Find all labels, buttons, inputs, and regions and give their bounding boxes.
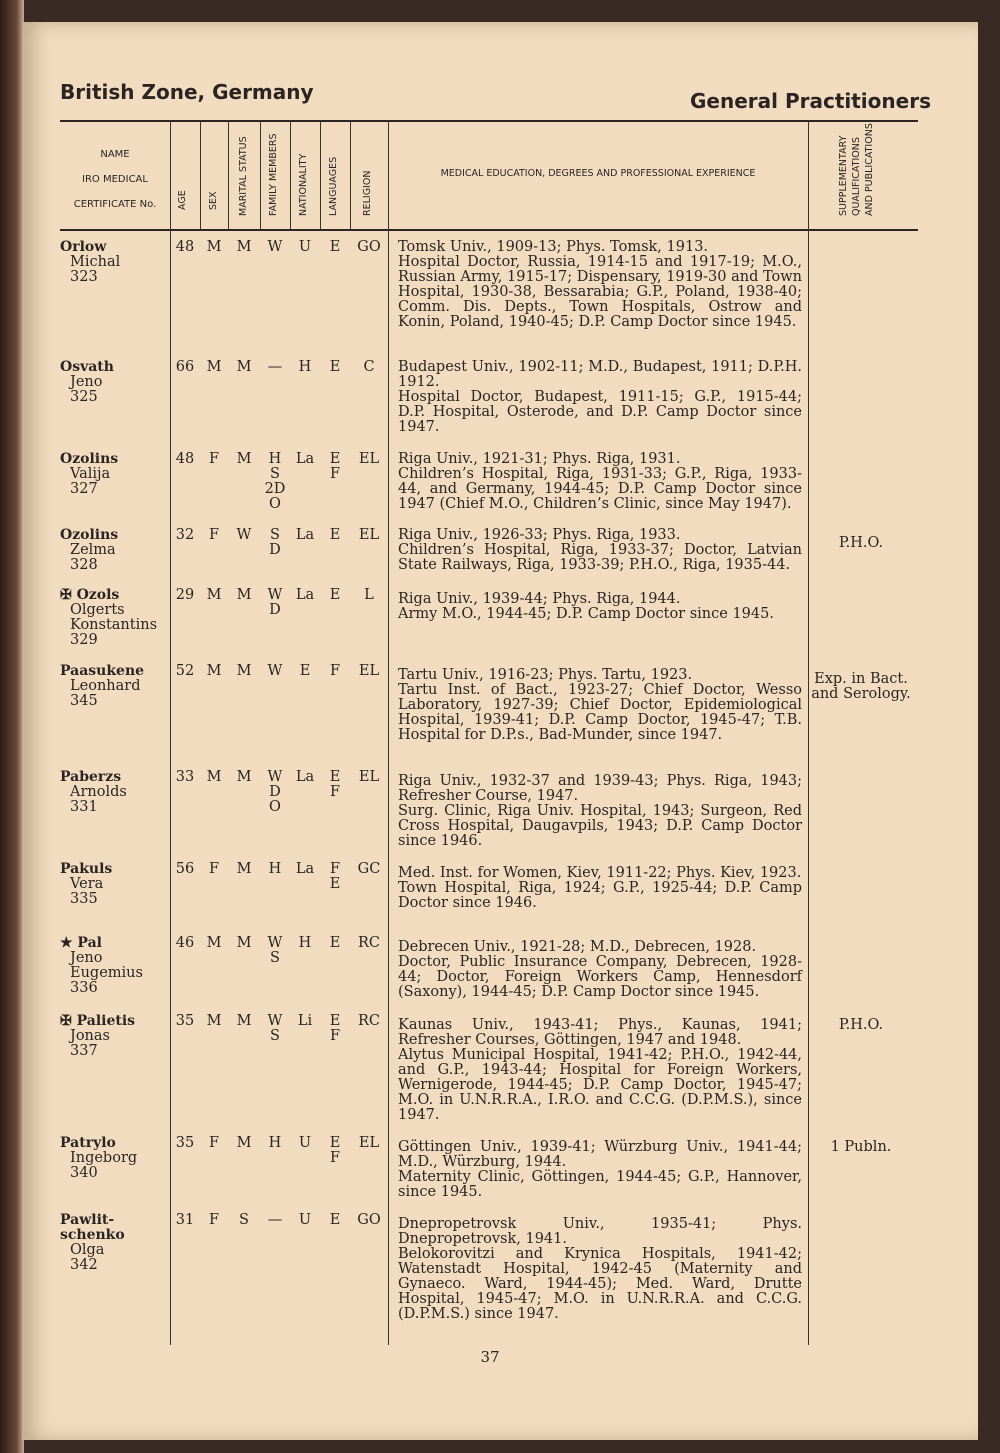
religion-cell: EL bbox=[358, 451, 380, 467]
nationality-cell: La bbox=[295, 861, 315, 877]
family-cell: — bbox=[267, 359, 283, 375]
family-cell: H bbox=[268, 1135, 282, 1151]
header-rule-top bbox=[60, 120, 918, 122]
marital-cell: M bbox=[236, 587, 252, 603]
family-cell: W bbox=[267, 239, 283, 255]
sex-cell: F bbox=[208, 1212, 220, 1228]
medical-cell: Dnepropetrovsk Univ., 1935-41; Phys. Dnepropetrovsk, 1941. Belokorovitzi and Krynica Hospitals, 1941-42; Watenstadt Hospital, 1942-45 (Maternity and Gynaeco. Ward, 1944-45); Med. Ward, Drutte Hospital, 1945-47; M.O. in U.N.R.R.A. and C.C.G. (D.P.M.S.) since 1947. bbox=[398, 1216, 802, 1322]
column-divider bbox=[228, 120, 229, 230]
column-divider bbox=[170, 120, 171, 1345]
marital-cell: W bbox=[236, 527, 252, 543]
age-cell: 46 bbox=[175, 935, 195, 951]
column-header-religion: RELIGION bbox=[362, 170, 373, 216]
marital-cell: M bbox=[236, 359, 252, 375]
sex-cell: F bbox=[208, 1135, 220, 1151]
sex-cell: M bbox=[206, 587, 222, 603]
languages-cell: E bbox=[329, 239, 341, 255]
marital-cell: M bbox=[236, 935, 252, 951]
supp-cell: P.H.O. bbox=[838, 535, 884, 551]
column-header-languages: LANGUAGES bbox=[328, 156, 339, 216]
medical-cell: Riga Univ., 1932-37 and 1939-43; Phys. Riga, 1943; Refresher Course, 1947. Surg. Clinic, Riga Univ. Hospital, 1943; Surgeon, Red Cross Hospital, Daugavpils, 1943; D.P. Camp Doctor since 1946. bbox=[398, 773, 802, 849]
languages-cell: E bbox=[329, 359, 341, 375]
medical-cell: Riga Univ., 1926-33; Phys. Riga, 1933. Children’s Hospital, Riga, 1933-37; Doctor, Latvian State Railways, Riga, 1933-39; P.H.O., Riga, 1935-44. bbox=[398, 527, 802, 573]
marital-cell: M bbox=[236, 1135, 252, 1151]
family-cell: W S bbox=[267, 935, 283, 966]
column-header-supp-1: SUPPLEMENTARY bbox=[838, 135, 849, 216]
column-divider bbox=[808, 120, 809, 1345]
age-cell: 31 bbox=[175, 1212, 195, 1228]
marital-cell: M bbox=[236, 451, 252, 467]
religion-cell: RC bbox=[357, 935, 380, 951]
marital-cell: S bbox=[239, 1212, 249, 1228]
medical-cell: Tartu Univ., 1916-23; Phys. Tartu, 1923. Tartu Inst. of Bact., 1923-27; Chief Doctor, Wesso Laboratory, 1927-39; Chief Doctor, Epidemiological Hospital, 1939-41; D.P. Camp Doctor, 1945-47; T.B. Hospital for D.P.s., Bad-Munder, since 1947. bbox=[398, 667, 802, 743]
religion-cell: GO bbox=[357, 239, 381, 255]
doctor-name: ✠ Palietis Jonas 337 bbox=[60, 1013, 136, 1059]
column-divider bbox=[388, 120, 389, 1345]
supp-cell: P.H.O. bbox=[838, 1017, 884, 1033]
column-divider bbox=[320, 120, 321, 230]
sex-cell: M bbox=[206, 359, 222, 375]
religion-cell: C bbox=[363, 359, 375, 375]
medical-cell: Riga Univ., 1939-44; Phys. Riga, 1944. Army M.O., 1944-45; D.P. Camp Doctor since 1945. bbox=[398, 591, 774, 622]
religion-cell: EL bbox=[358, 1135, 380, 1151]
religion-cell: RC bbox=[357, 1013, 380, 1029]
languages-cell: F E bbox=[329, 861, 341, 892]
header-region: British Zone, Germany bbox=[60, 80, 314, 104]
supp-cell: Exp. in Bact. and Serology. bbox=[811, 671, 911, 702]
nationality-cell: U bbox=[298, 1135, 312, 1151]
marital-cell: M bbox=[236, 663, 252, 679]
age-cell: 52 bbox=[175, 663, 195, 679]
marital-cell: M bbox=[236, 769, 252, 785]
religion-cell: EL bbox=[358, 527, 380, 543]
medical-cell: Budapest Univ., 1902-11; M.D., Budapest, 1911; D.P.H. 1912. Hospital Doctor, Budapest, 1911-15; G.P., 1915-44; D.P. Hospital, Osterode, and D.P. Camp Doctor since 1947. bbox=[398, 359, 802, 435]
languages-cell: E F bbox=[329, 1135, 341, 1166]
sex-cell: F bbox=[208, 861, 220, 877]
medical-cell: Riga Univ., 1921-31; Phys. Riga, 1931. Children’s Hospital, Riga, 1931-33; G.P., Riga, 1933-44, and Germany, 1944-45; D.P. Camp Doctor since 1947 (Chief M.O., Children’s Clinic, since May 1947). bbox=[398, 451, 802, 512]
doctor-name: ✠ Ozols Olgerts Konstantins 329 bbox=[60, 587, 158, 648]
sex-cell: M bbox=[206, 1013, 222, 1029]
nationality-cell: U bbox=[298, 239, 312, 255]
nationality-cell: U bbox=[298, 1212, 312, 1228]
medical-cell: Kaunas Univ., 1943-41; Phys., Kaunas, 1941; Refresher Courses, Göttingen, 1947 and 1948. Alytus Municipal Hospital, 1941-42; P.H.O., 1942-44, and G.P., 1943-44; Hospital for Foreign Workers, Wernigerode, 1944-45; D.P. Camp Doctor, 1945-47; M.O. in U.N.R.R.A., I.R.O. and C.C.G. (D.P.M.S.), since 1947. bbox=[398, 1017, 802, 1123]
sex-cell: M bbox=[206, 663, 222, 679]
nationality-cell: E bbox=[299, 663, 311, 679]
family-cell: W D bbox=[267, 587, 283, 618]
column-divider bbox=[290, 120, 291, 230]
sex-cell: M bbox=[206, 239, 222, 255]
medical-cell: Debrecen Univ., 1921-28; M.D., Debrecen, 1928. Doctor, Public Insurance Company, Debrecen, 1928-44; Doctor, Foreign Workers Camp, Hennesdorf (Saxony), 1944-45; D.P. Camp Doctor since 1945. bbox=[398, 939, 802, 1000]
marital-cell: M bbox=[236, 1013, 252, 1029]
nationality-cell: La bbox=[295, 587, 315, 603]
age-cell: 48 bbox=[175, 239, 195, 255]
doctor-name: Paberzs Arnolds 331 bbox=[60, 769, 127, 815]
nationality-cell: H bbox=[298, 359, 312, 375]
age-cell: 29 bbox=[175, 587, 195, 603]
marital-cell: M bbox=[236, 239, 252, 255]
age-cell: 33 bbox=[175, 769, 195, 785]
languages-cell: E F bbox=[329, 1013, 341, 1044]
languages-cell: E bbox=[329, 935, 341, 951]
age-cell: 32 bbox=[175, 527, 195, 543]
nationality-cell: La bbox=[295, 769, 315, 785]
sex-cell: F bbox=[208, 527, 220, 543]
column-divider bbox=[350, 120, 351, 230]
column-header-sex: SEX bbox=[208, 191, 219, 210]
doctor-name: Ozolins Zelma 328 bbox=[60, 527, 119, 573]
nationality-cell: La bbox=[295, 527, 315, 543]
doctor-name: Osvath Jeno 325 bbox=[60, 359, 114, 405]
family-cell: — bbox=[267, 1212, 283, 1228]
page-number: 37 bbox=[480, 1348, 500, 1366]
book-spine-shadow bbox=[0, 0, 24, 1453]
header-section: General Practitioners bbox=[690, 89, 931, 113]
languages-cell: E bbox=[329, 527, 341, 543]
column-divider bbox=[260, 120, 261, 230]
doctor-name: Patrylo Ingeborg 340 bbox=[60, 1135, 138, 1181]
column-header-supp-2: QUALIFICATIONS bbox=[851, 137, 862, 216]
age-cell: 56 bbox=[175, 861, 195, 877]
nationality-cell: La bbox=[295, 451, 315, 467]
column-header-name: NAME IRO MEDICAL CERTIFICATE No. bbox=[73, 149, 157, 210]
age-cell: 66 bbox=[175, 359, 195, 375]
sex-cell: M bbox=[206, 769, 222, 785]
column-divider bbox=[200, 120, 201, 230]
doctor-name: Orlow Michal 323 bbox=[60, 239, 121, 285]
languages-cell: F bbox=[329, 663, 341, 679]
doctor-name: Ozolins Valija 327 bbox=[60, 451, 119, 497]
languages-cell: E bbox=[329, 1212, 341, 1228]
family-cell: H bbox=[268, 861, 282, 877]
nationality-cell: Li bbox=[297, 1013, 313, 1029]
doctor-name: Pawlit- schenko Olga 342 bbox=[60, 1212, 125, 1273]
age-cell: 35 bbox=[175, 1013, 195, 1029]
religion-cell: GO bbox=[357, 1212, 381, 1228]
family-cell: W S bbox=[267, 1013, 283, 1044]
languages-cell: E F bbox=[329, 451, 341, 482]
doctor-name: Paasukene Leonhard 345 bbox=[60, 663, 145, 709]
column-header-nationality: NATIONALITY bbox=[298, 153, 309, 216]
medical-cell: Tomsk Univ., 1909-13; Phys. Tomsk, 1913. Hospital Doctor, Russia, 1914-15 and 1917-19; M.O., Russian Army, 1915-17; Dispensary, 1919-30 and Town Hospital, 1930-38, Bessarabia; G.P., Poland, 1938-40; Comm. Dis. Depts., Town Hospitals, Ostrow and Konin, Poland, 1940-45; D.P. Camp Doctor since 1945. bbox=[398, 239, 802, 330]
religion-cell: L bbox=[364, 587, 374, 603]
age-cell: 48 bbox=[175, 451, 195, 467]
languages-cell: E F bbox=[329, 769, 341, 800]
age-cell: 35 bbox=[175, 1135, 195, 1151]
column-header-marital: MARITAL STATUS bbox=[238, 136, 249, 216]
religion-cell: GC bbox=[357, 861, 381, 877]
medical-cell: Göttingen Univ., 1939-41; Würzburg Univ., 1941-44; M.D., Würzburg, 1944. Maternity Clinic, Göttingen, 1944-45; G.P., Hannover, since 1945. bbox=[398, 1139, 802, 1200]
religion-cell: EL bbox=[358, 769, 380, 785]
supp-cell: 1 Publn. bbox=[830, 1139, 892, 1155]
column-header-medical: MEDICAL EDUCATION, DEGREES AND PROFESSIONAL EXPERIENCE bbox=[440, 168, 756, 179]
header-rule-bottom bbox=[60, 229, 918, 231]
sex-cell: M bbox=[206, 935, 222, 951]
doctor-name: ★ Pal Jeno Eugemius 336 bbox=[60, 935, 143, 996]
column-header-supp-3: AND PUBLICATIONS bbox=[864, 123, 875, 216]
family-cell: W D O bbox=[267, 769, 283, 815]
family-cell: H S 2D O bbox=[264, 451, 286, 512]
doctor-name: Pakuls Vera 335 bbox=[60, 861, 113, 907]
medical-cell: Med. Inst. for Women, Kiev, 1911-22; Phys. Kiev, 1923. Town Hospital, Riga, 1924; G.P., 1925-44; D.P. Camp Doctor since 1946. bbox=[398, 865, 802, 911]
nationality-cell: H bbox=[298, 935, 312, 951]
column-header-age: AGE bbox=[177, 190, 188, 210]
marital-cell: M bbox=[236, 861, 252, 877]
sex-cell: F bbox=[208, 451, 220, 467]
languages-cell: E bbox=[329, 587, 341, 603]
column-header-family: FAMILY MEMBERS bbox=[268, 133, 279, 216]
religion-cell: EL bbox=[358, 663, 380, 679]
family-cell: S D bbox=[269, 527, 281, 558]
family-cell: W bbox=[267, 663, 283, 679]
